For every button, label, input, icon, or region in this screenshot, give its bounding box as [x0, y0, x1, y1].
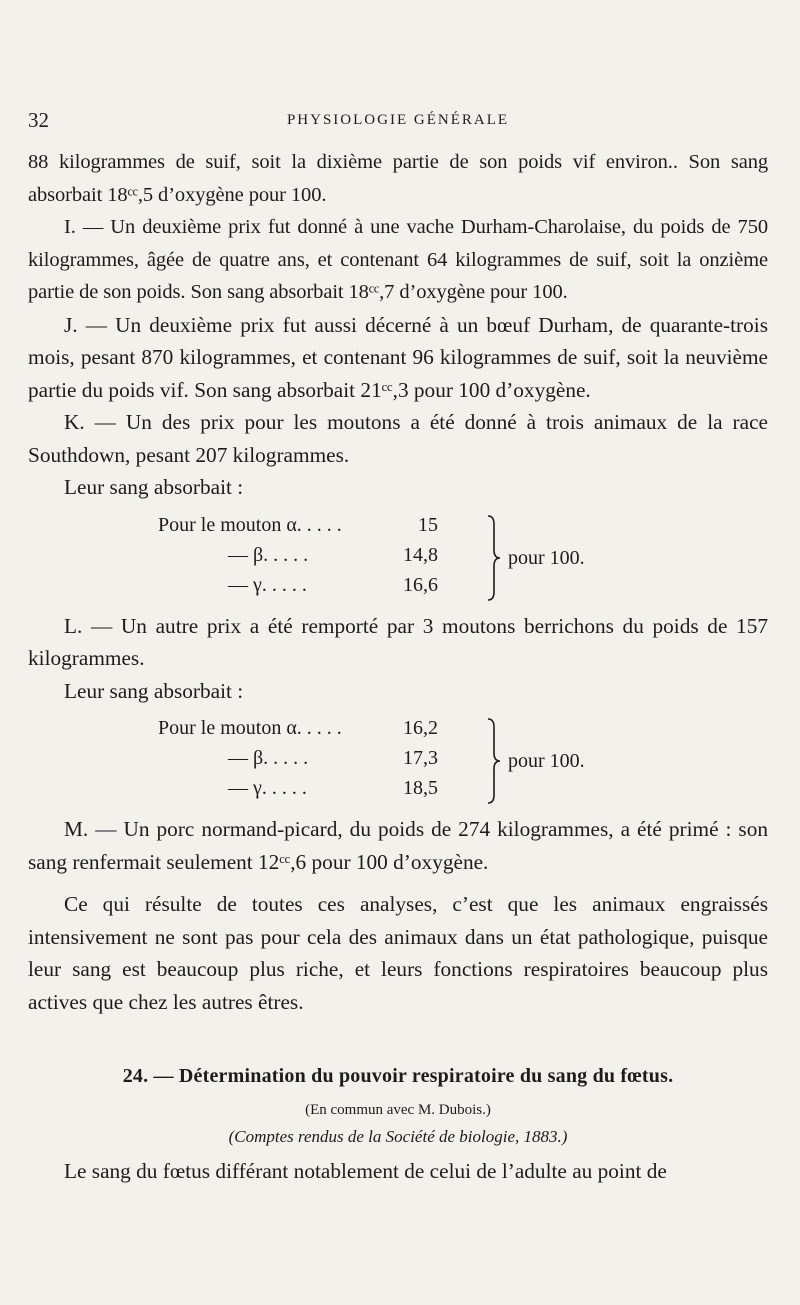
body-text [28, 146, 768, 1187]
table-row [158, 510, 618, 540]
row-label: — γ. . . . . [228, 777, 307, 799]
table-row [158, 713, 618, 743]
row-label: Pour le mouton α. . . . . [158, 513, 342, 536]
row-value: 16,6 [403, 573, 438, 596]
row-value: 14,8 [403, 543, 438, 566]
table-k [28, 510, 768, 606]
section-collaboration: (En commun avec M. Dubois.) [305, 1101, 491, 1118]
paragraph-j: J. — Un deuxième prix fut aussi décerné à un bœuf Durham, de quarante-trois mois, pesant 870 kilogrammes, et contenant 96 kilogrammes de suif, soit la neuvième partie du poids vif. Son sang absorbait 21ᶜᶜ,3 pour 100 d’oxygène. [28, 312, 768, 402]
paragraph-conclusion: Ce qui résulte de toutes ces analyses, c’est que les animaux engraissés intensivement ne sont pas pour cela des animaux dans un état pathologique, puisque leur sang est beaucoup plus riche, et leurs fonctions respiratoires beaucoup plus actives que chez les autres êtres. [28, 892, 768, 1014]
row-value: 16,2 [403, 717, 438, 739]
table-l [28, 713, 768, 809]
table-suffix: pour 100. [508, 546, 585, 569]
brace-icon [484, 717, 504, 805]
table-row [158, 773, 618, 803]
paragraph-k-intro: Leur sang absorbait : [64, 475, 244, 499]
row-value: 15 [418, 513, 438, 536]
brace-icon [484, 514, 504, 602]
table-row [158, 570, 618, 600]
row-label: — β. . . . . [228, 543, 309, 566]
paragraph-k: K. — Un des prix pour les moutons a été donné à trois animaux de la race Southdown, pesant 207 kilogrammes. [28, 410, 768, 467]
page-header [28, 108, 768, 138]
paragraph-m: M. — Un porc normand-picard, du poids de 274 kilogrammes, a été primé : son sang renfermait seulement 12ᶜᶜ,6 pour 100 d’oxygène. [28, 817, 768, 874]
paragraph-l: L. — Un autre prix a été remporté par 3 moutons berrichons du poids de 157 kilogrammes. [28, 613, 768, 670]
page-number: 32 [28, 108, 49, 132]
section-source: (Comptes rendus de la Société de biologie, 1883.) [228, 1126, 568, 1146]
row-label: — γ. . . . . [228, 573, 307, 596]
paragraph-l-intro: Leur sang absorbait : [64, 678, 244, 703]
row-label: — β. . . . . [228, 747, 309, 769]
row-label: Pour le mouton α. . . . . [158, 717, 342, 739]
section-title: 24. — Détermination du pouvoir respiratoire du sang du fœtus. [122, 1065, 674, 1087]
paragraph-continuation: 88 kilogrammes de suif, soit la dixième partie de son poids vif environ.. Son sang absorbait 18ᶜᶜ,5 d’oxygène pour 100. [28, 151, 768, 206]
row-value: 18,5 [403, 777, 438, 799]
table-suffix: pour 100. [508, 750, 585, 772]
running-head: PHYSIOLOGIE GÉNÉRALE [286, 112, 510, 128]
paragraph-final: Le sang du fœtus différant notablement de celui de l’adulte au point de [64, 1158, 667, 1183]
paragraph-i: I. — Un deuxième prix fut donné à une vache Durham-Charolaise, du poids de 750 kilogrammes, âgée de quatre ans, et contenant 64 kilogrammes de suif, soit la onzième partie de son poids. Son sang absorbait 18ᶜᶜ,7 d’oxygène pour 100. [28, 216, 768, 303]
row-value: 17,3 [403, 747, 438, 769]
